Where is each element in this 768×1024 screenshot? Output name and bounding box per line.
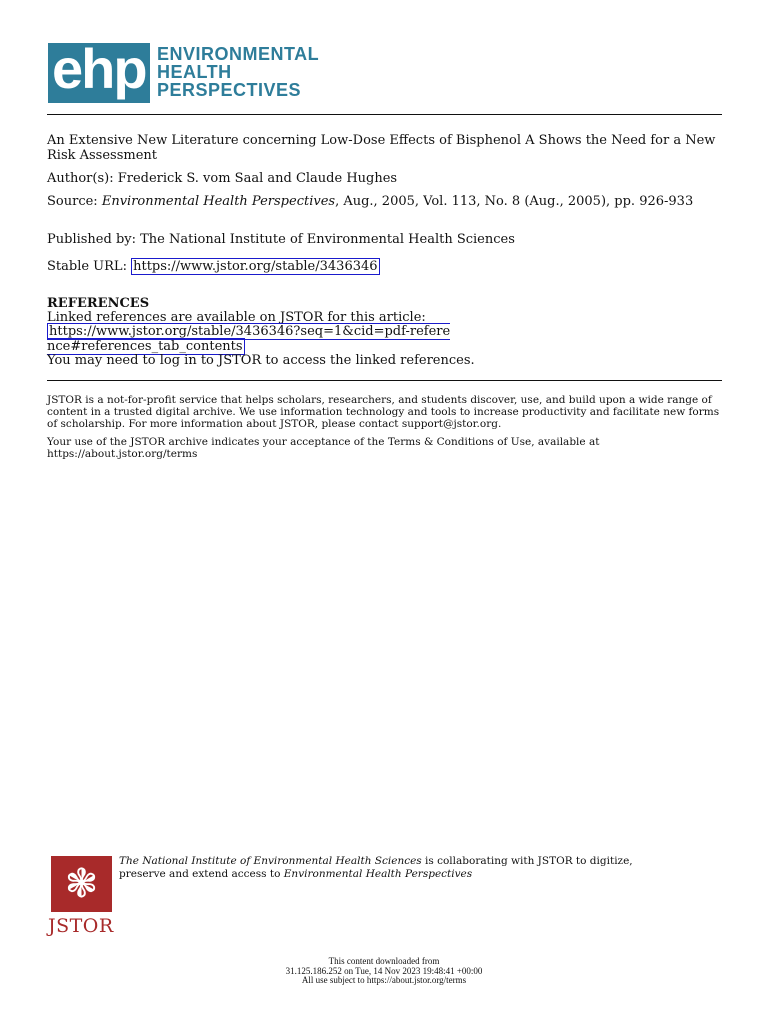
references-intro: Linked references are available on JSTOR for this article: bbox=[47, 310, 426, 325]
references-link[interactable]: https://www.jstor.org/stable/3436346?seq=1&cid=pdf-reference#references_tab_contents bbox=[47, 324, 451, 354]
references-login-note: You may need to log in to JSTOR to access the linked references. bbox=[47, 353, 475, 368]
download-stamp bbox=[150, 957, 618, 986]
publisher-value: The National Institute of Environmental Health Sciences bbox=[140, 232, 515, 247]
download-line-3: All use subject to https://about.jstor.org/terms bbox=[301, 975, 467, 985]
references-divider bbox=[47, 380, 722, 381]
ehp-logo bbox=[48, 37, 150, 103]
jstor-notice-paragraph: JSTOR is a not-for-profit service that helps scholars, researchers, and students discover, use, and build upon a wide range of content in a trusted digital archive. We use information technology and tools to increase productivity and facilitate new forms of scholarship. For more information about JSTOR, please contact support@jstor.org. bbox=[47, 394, 720, 430]
download-line-1: This content downloaded from bbox=[328, 956, 440, 966]
header-divider bbox=[47, 114, 722, 115]
collab-org: The National Institute of Environmental Health Sciences bbox=[119, 855, 422, 867]
stable-url-link[interactable]: https://www.jstor.org/stable/3436346 bbox=[133, 259, 378, 274]
source-journal: Environmental Health Perspectives bbox=[101, 194, 336, 209]
authors-line bbox=[47, 171, 723, 186]
source-line bbox=[47, 194, 723, 209]
collaboration-statement bbox=[119, 855, 679, 881]
collab-text: is collaborating with JSTOR to digitize, preserve and extend access to bbox=[119, 855, 633, 880]
publisher-label: Published by: bbox=[47, 232, 136, 247]
authors-value: Frederick S. vom Saal and Claude Hughes bbox=[117, 171, 398, 186]
jstor-logo-mark bbox=[51, 856, 112, 912]
article-title: An Extensive New Literature concerning Low-Dose Effects of Bisphenol A Shows the Need for a New Risk Assessment bbox=[47, 133, 716, 163]
logo-line-2: HEALTH bbox=[157, 62, 232, 82]
ehp-logo-abbr: ehp bbox=[52, 37, 146, 100]
source-details: , Aug., 2005, Vol. 113, No. 8 (Aug., 2005), pp. 926-933 bbox=[335, 194, 694, 209]
references-heading: REFERENCES bbox=[47, 296, 150, 311]
stable-url-label: Stable URL: bbox=[47, 259, 127, 274]
collab-journal: Environmental Health Perspectives bbox=[283, 868, 473, 880]
download-line-2: 31.125.186.252 on Tue, 14 Nov 2023 19:48:41 +00:00 bbox=[285, 965, 483, 976]
references-link-block bbox=[47, 324, 457, 354]
stable-url-line bbox=[47, 259, 723, 274]
terms-notice-paragraph: Your use of the JSTOR archive indicates your acceptance of the Terms & Conditions of Use, available at https://about.jstor.org/terms bbox=[47, 436, 600, 460]
source-label: Source: bbox=[47, 194, 98, 209]
ehp-logo-wordmark bbox=[157, 45, 319, 99]
jstor-emblem-icon: ❃ bbox=[64, 861, 99, 907]
logo-line-3: PERSPECTIVES bbox=[157, 80, 302, 100]
logo-line-1: ENVIRONMENTAL bbox=[157, 44, 320, 64]
authors-label: Author(s): bbox=[47, 171, 114, 186]
jstor-logo-word: JSTOR bbox=[48, 915, 114, 937]
publisher-line bbox=[47, 232, 723, 247]
